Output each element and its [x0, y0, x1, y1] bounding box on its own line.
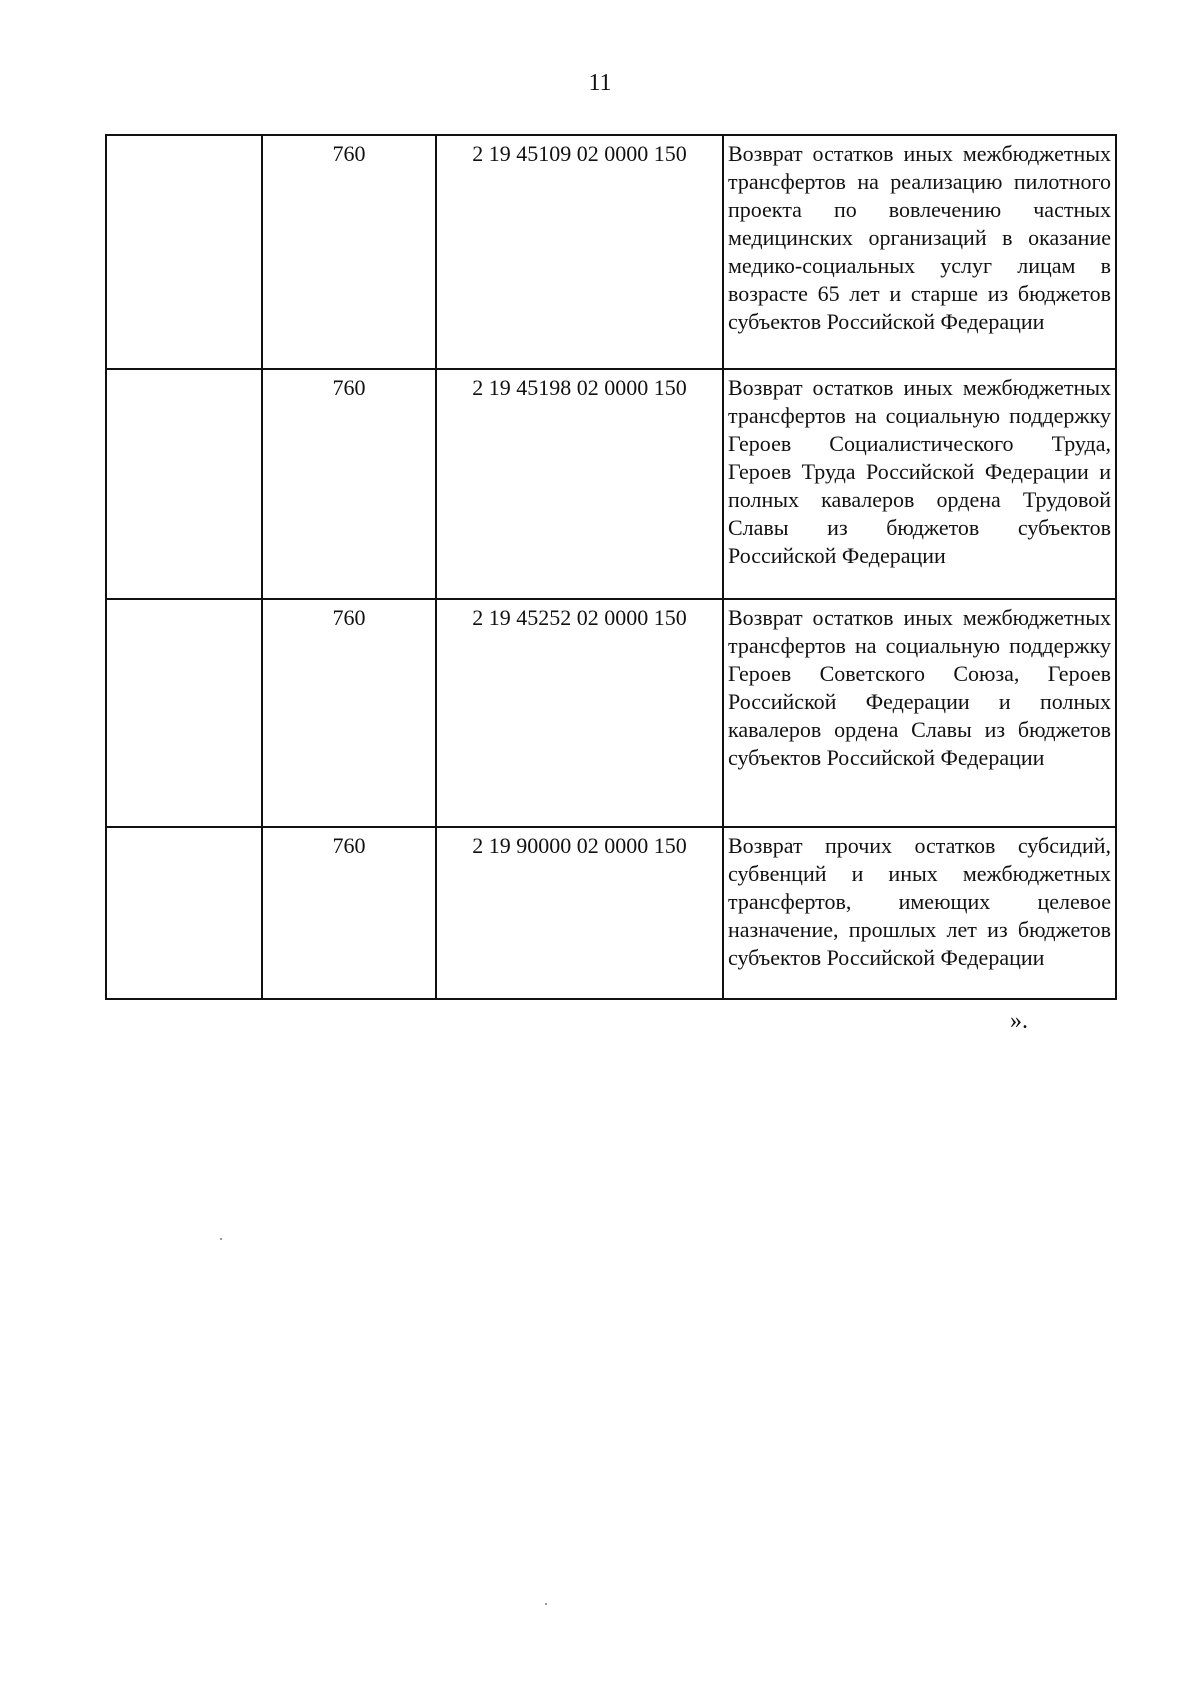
admin-code-cell: 760 — [262, 599, 436, 827]
empty-cell — [106, 369, 262, 599]
description-cell: Возврат остатков иных межбюджетных трансфертов на социальную поддержку Героев Социалистического Труда, Героев Труда Российской Федерации и полных кавалеров ордена Трудовой Славы из бюджетов субъектов Российской Федерации — [723, 369, 1116, 599]
budget-code-cell: 2 19 45109 02 0000 150 — [436, 135, 723, 369]
empty-cell — [106, 135, 262, 369]
table-row — [106, 369, 1116, 599]
table-row — [106, 135, 1116, 369]
table-row — [106, 599, 1116, 827]
empty-cell — [106, 599, 262, 827]
empty-cell — [106, 827, 262, 999]
scan-speck — [545, 1603, 547, 1605]
description-cell: Возврат прочих остатков субсидий, субвенций и иных межбюджетных трансфертов, имеющих целевое назначение, прошлых лет из бюджетов субъектов Российской Федерации — [723, 827, 1116, 999]
closing-quote-mark: ». — [1010, 1008, 1028, 1034]
scan-speck — [220, 1238, 222, 1240]
budget-code-cell: 2 19 90000 02 0000 150 — [436, 827, 723, 999]
page-number: 11 — [588, 70, 612, 96]
table-row — [106, 827, 1116, 999]
budget-code-cell: 2 19 45198 02 0000 150 — [436, 369, 723, 599]
budget-classification-table — [105, 134, 1117, 1000]
budget-code-cell: 2 19 45252 02 0000 150 — [436, 599, 723, 827]
description-cell: Возврат остатков иных межбюджетных трансфертов на социальную поддержку Героев Советского Союза, Героев Российской Федерации и полных кавалеров ордена Славы из бюджетов субъектов Российской Федерации — [723, 599, 1116, 827]
admin-code-cell: 760 — [262, 827, 436, 999]
admin-code-cell: 760 — [262, 369, 436, 599]
description-cell: Возврат остатков иных межбюджетных трансфертов на реализацию пилотного проекта по вовлечению частных медицинских организаций в оказание медико-социальных услуг лицам в возрасте 65 лет и старше из бюджетов субъектов Российской Федерации — [723, 135, 1116, 369]
admin-code-cell: 760 — [262, 135, 436, 369]
